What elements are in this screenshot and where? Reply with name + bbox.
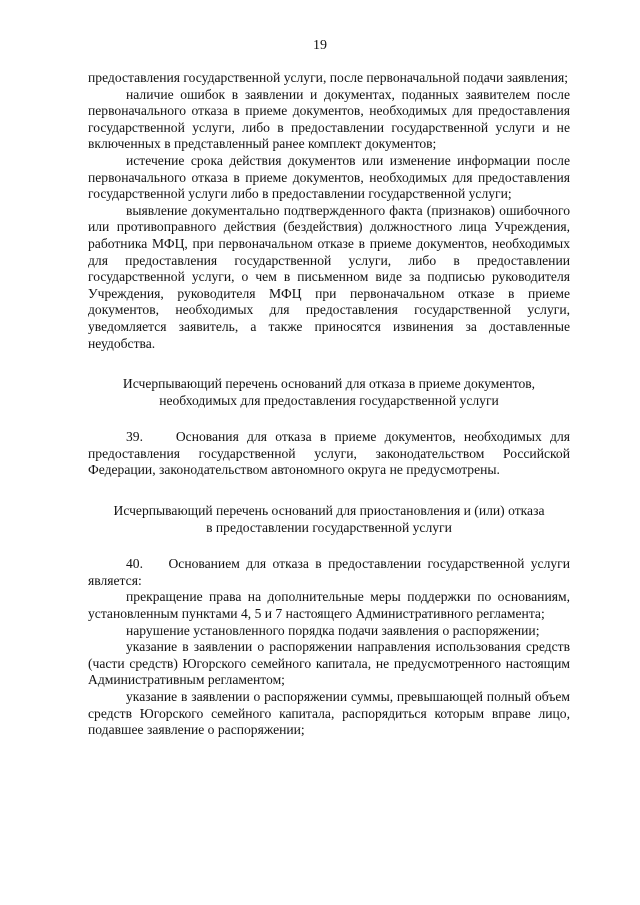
section-heading-suspension-refusal	[88, 503, 570, 536]
page-number: 19	[313, 38, 327, 53]
paragraph-expiry-of-documents: истечение срока действия документов или изменение информации после первоначального отказа в приеме документов, необходимых для предоставления государственной услуги либо в предоставлении государственной услуги;	[88, 152, 570, 202]
document-body	[88, 70, 570, 739]
section-heading-refusal-documents	[88, 376, 570, 409]
paragraph-wrong-direction: указание в заявлении о распоряжении направления использования средств (части средств) Югорского семейного капитала, не предусмотренного настоящим Административным регламентом;	[88, 639, 570, 688]
heading-line: Исчерпывающий перечень оснований для отказа в приеме документов,	[122, 376, 536, 392]
paragraph-excess-amount: указание в заявлении о распоряжении суммы, превышающей полный объем средств Югорского семейного капитала, распорядиться которым вправе лицо, подавшее заявление о распоряжении;	[88, 689, 570, 738]
paragraph-errors-in-application: наличие ошибок в заявлении и документах, поданных заявителем после первоначального отказа в приеме документов, необходимых для предоставления государственной услуги, либо в предоставлении государственной услуги и не включенных в представленный ранее комплект документов;	[88, 86, 570, 152]
heading-line: в предоставлении государственной услуги	[206, 519, 452, 535]
heading-line: Исчерпывающий перечень оснований для приостановления и (или) отказа	[113, 503, 545, 519]
heading-line: необходимых для предоставления государственной услуги	[159, 392, 499, 408]
paragraph-39: 39. Основания для отказа в приеме документов, необходимых для предоставления государственной услуги, законодательством Российской Федерации, законодательством автономного округа не предусмотрены.	[88, 429, 570, 478]
paragraph-procedure-violation: нарушение установленного порядка подачи заявления о распоряжении;	[126, 622, 540, 638]
paragraph-erroneous-action: выявление документально подтвержденного факта (признаков) ошибочного или противоправного действия (бездействия) должностного лица Учреждения, работника МФЦ, при первоначальном отказе в приеме документов, необходимых для предоставления государственной услуги, либо в предоставлении государственной услуги, о чем в письменном виде за подписью руководителя Учреждения, руководителя МФЦ при первоначальном отказе в приеме документов, необходимых для предоставления государственной услуги, уведомляется заявитель, а также приносятся извинения за доставленные неудобства.	[88, 202, 570, 351]
paragraph-continuation: предоставления государственной услуги, после первоначальной подачи заявления;	[88, 70, 569, 85]
paragraph-termination-of-right: прекращение права на дополнительные меры поддержки по основаниям, установленным пунктами 4, 5 и 7 настоящего Административного регламента;	[88, 589, 570, 622]
paragraph-40: 40. Основанием для отказа в предоставлении государственной услуги является:	[88, 556, 570, 588]
